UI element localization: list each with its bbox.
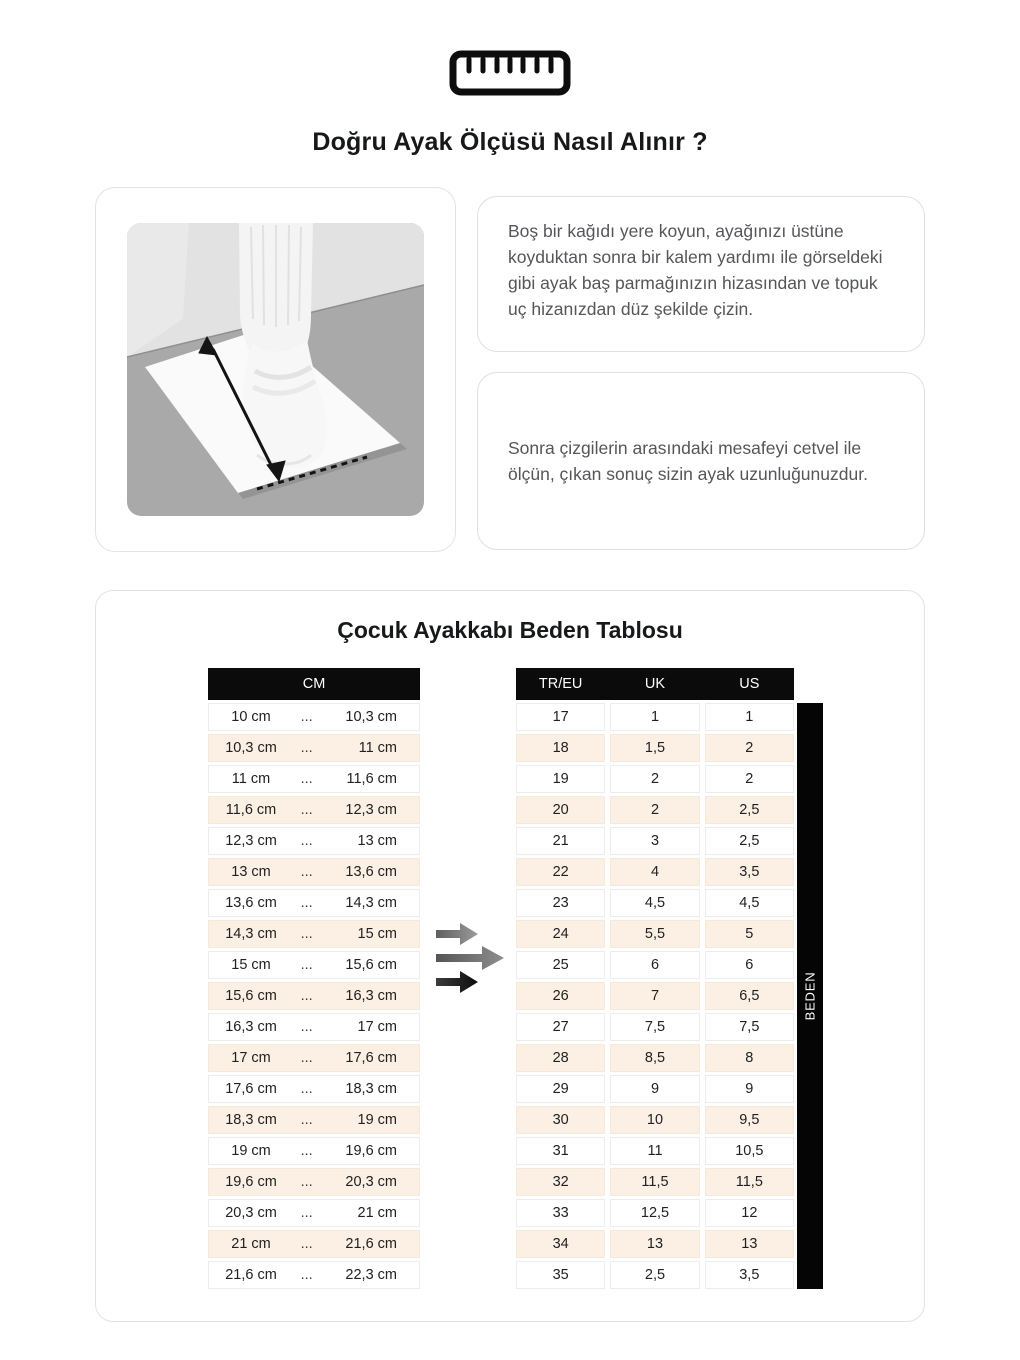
cm-table-row [208,858,420,886]
cm-from: 12,3 cm [225,833,277,849]
size-table-row [516,1230,794,1258]
cm-table-row [208,827,420,855]
instruction-steps [477,196,925,552]
cm-table-header: CM [208,668,420,700]
size-cell-tr-eu: 32 [516,1168,605,1196]
cm-to: 20,3 cm [345,1174,397,1190]
size-cell-uk: 11,5 [610,1168,699,1196]
cm-table-row [208,1168,420,1196]
cm-from: 15 cm [231,957,271,973]
measurement-instructions-section [95,187,925,552]
international-size-table [516,668,794,1292]
size-cell-uk: 1 [610,703,699,731]
cm-from: 13,6 cm [225,895,277,911]
size-table-row [516,1013,794,1041]
header-tr-eu: TR/EU [538,676,583,692]
cm-to: 15,6 cm [345,957,397,973]
cm-separator: ... [300,1205,313,1221]
size-cell-us: 6,5 [705,982,794,1010]
instruction-step-2 [477,372,925,550]
cm-to: 22,3 cm [345,1267,397,1283]
international-size-table-wrap [516,668,823,1292]
size-cell-us: 5 [705,920,794,948]
ruler-icon [0,50,1020,96]
cm-to: 19 cm [357,1112,397,1128]
size-cell-tr-eu: 35 [516,1261,605,1289]
cm-to: 18,3 cm [345,1081,397,1097]
cm-table-row [208,1199,420,1227]
cm-separator: ... [300,709,313,725]
size-cell-us: 9,5 [705,1106,794,1134]
size-table-row [516,982,794,1010]
size-cell-uk: 4,5 [610,889,699,917]
size-cell-uk: 6 [610,951,699,979]
cm-to: 16,3 cm [345,988,397,1004]
size-table-row [516,765,794,793]
size-cell-tr-eu: 23 [516,889,605,917]
cm-separator: ... [300,1174,313,1190]
size-cell-us: 13 [705,1230,794,1258]
size-cell-us: 2,5 [705,827,794,855]
cm-to: 21,6 cm [345,1236,397,1252]
cm-from: 17,6 cm [225,1081,277,1097]
size-cell-tr-eu: 31 [516,1137,605,1165]
cm-to: 17 cm [357,1019,397,1035]
cm-from: 14,3 cm [225,926,277,942]
size-cell-tr-eu: 18 [516,734,605,762]
cm-separator: ... [300,1081,313,1097]
size-table-row [516,703,794,731]
size-table-row [516,889,794,917]
cm-from: 18,3 cm [225,1112,277,1128]
size-cell-tr-eu: 28 [516,1044,605,1072]
size-tables [96,668,924,1292]
size-table-row [516,1168,794,1196]
cm-to: 19,6 cm [345,1143,397,1159]
cm-table-row [208,951,420,979]
size-table-header-row [516,668,794,700]
size-cell-uk: 7 [610,982,699,1010]
cm-to: 13 cm [357,833,397,849]
cm-to: 14,3 cm [345,895,397,911]
size-cell-us: 9 [705,1075,794,1103]
cm-separator: ... [300,802,313,818]
size-cell-uk: 2,5 [610,1261,699,1289]
size-table-row [516,796,794,824]
size-table-row [516,858,794,886]
size-cell-tr-eu: 29 [516,1075,605,1103]
cm-from: 20,3 cm [225,1205,277,1221]
cm-table-row [208,1261,420,1289]
size-cell-uk: 8,5 [610,1044,699,1072]
size-cell-tr-eu: 22 [516,858,605,886]
size-cell-us: 7,5 [705,1013,794,1041]
size-cell-us: 1 [705,703,794,731]
cm-from: 13 cm [231,864,271,880]
cm-separator: ... [300,1143,313,1159]
beden-label: BEDEN [802,971,818,1021]
cm-from: 15,6 cm [225,988,277,1004]
size-table-row [516,951,794,979]
cm-separator: ... [300,1267,313,1283]
size-cell-tr-eu: 27 [516,1013,605,1041]
foot-measurement-photo-card [95,187,456,552]
beden-side-bar [797,703,823,1289]
size-cell-uk: 1,5 [610,734,699,762]
cm-table-row [208,734,420,762]
size-cell-tr-eu: 25 [516,951,605,979]
size-cell-tr-eu: 24 [516,920,605,948]
size-table-row [516,1261,794,1289]
size-cell-uk: 9 [610,1075,699,1103]
cm-table-row [208,703,420,731]
cm-table-row [208,889,420,917]
cm-to: 12,3 cm [345,802,397,818]
size-cell-tr-eu: 20 [516,796,605,824]
cm-table-row [208,796,420,824]
instruction-step-1-text: Boş bir kağıdı yere koyun, ayağınızı üstüne koyduktan sonra bir kalem yardımı ile görseldeki gibi ayak baş parmağınızın hizasından ve topuk uç hizanızdan düz şekilde çizin. [508,221,883,319]
size-cell-uk: 11 [610,1137,699,1165]
page-title: Doğru Ayak Ölçüsü Nasıl Alınır ? [312,128,708,156]
size-cell-tr-eu: 33 [516,1199,605,1227]
cm-from: 21,6 cm [225,1267,277,1283]
cm-separator: ... [300,864,313,880]
size-chart-card [95,590,925,1322]
cm-from: 11,6 cm [225,802,277,818]
size-cell-us: 3,5 [705,1261,794,1289]
size-cell-uk: 4 [610,858,699,886]
cm-to: 21 cm [357,1205,397,1221]
size-cell-uk: 3 [610,827,699,855]
size-cell-tr-eu: 30 [516,1106,605,1134]
cm-to: 13,6 cm [345,864,397,880]
size-cell-uk: 10 [610,1106,699,1134]
cm-table-row [208,982,420,1010]
cm-table-row [208,1044,420,1072]
cm-from: 21 cm [231,1236,271,1252]
cm-separator: ... [300,957,313,973]
size-table-row [516,827,794,855]
size-cell-uk: 7,5 [610,1013,699,1041]
cm-from: 11 cm [231,771,271,787]
cm-to: 15 cm [357,926,397,942]
cm-table-row [208,1230,420,1258]
size-cell-uk: 12,5 [610,1199,699,1227]
cm-separator: ... [300,988,313,1004]
size-table-row [516,1044,794,1072]
cm-separator: ... [300,926,313,942]
size-cell-tr-eu: 26 [516,982,605,1010]
header-uk: UK [644,676,666,692]
cm-separator: ... [300,1019,313,1035]
cm-table-row [208,1137,420,1165]
cm-separator: ... [300,895,313,911]
cm-table-row [208,920,420,948]
cm-from: 17 cm [231,1050,271,1066]
cm-table-row [208,1075,420,1103]
size-table-body [516,703,794,1289]
cm-separator: ... [300,740,313,756]
size-cell-us: 8 [705,1044,794,1072]
size-cell-uk: 13 [610,1230,699,1258]
cm-table-row [208,1013,420,1041]
cm-from: 19,6 cm [225,1174,277,1190]
size-cell-tr-eu: 19 [516,765,605,793]
size-cell-us: 2,5 [705,796,794,824]
size-cell-us: 11,5 [705,1168,794,1196]
cm-table-row [208,1106,420,1134]
size-cell-tr-eu: 34 [516,1230,605,1258]
cm-to: 11 cm [358,740,397,756]
cm-from: 10,3 cm [225,740,277,756]
size-table-row [516,1075,794,1103]
cm-separator: ... [300,1236,313,1252]
cm-separator: ... [300,1050,313,1066]
cm-to: 10,3 cm [345,709,397,725]
size-cell-us: 4,5 [705,889,794,917]
size-cell-us: 6 [705,951,794,979]
size-cell-us: 10,5 [705,1137,794,1165]
size-table-row [516,734,794,762]
conversion-arrows-icon [420,668,516,998]
size-table-row [516,1199,794,1227]
cm-from: 16,3 cm [225,1019,277,1035]
size-cell-uk: 2 [610,765,699,793]
cm-from: 10 cm [231,709,271,725]
instruction-step-1 [477,196,925,352]
size-cell-us: 2 [705,734,794,762]
cm-separator: ... [300,833,313,849]
size-cell-us: 3,5 [705,858,794,886]
size-table-row [516,1137,794,1165]
instruction-step-2-text: Sonra çizgilerin arasındaki mesafeyi cetvel ile ölçün, çıkan sonuç sizin ayak uzunluğunuzdur. [508,438,868,484]
cm-table-body [208,703,420,1289]
cm-table-row [208,765,420,793]
size-table-row [516,1106,794,1134]
size-table-row [516,920,794,948]
size-cell-uk: 5,5 [610,920,699,948]
size-cell-tr-eu: 21 [516,827,605,855]
header-us: US [739,676,760,692]
size-cell-tr-eu: 17 [516,703,605,731]
cm-to: 17,6 cm [345,1050,397,1066]
cm-separator: ... [300,771,313,787]
size-cell-uk: 2 [610,796,699,824]
cm-to: 11,6 cm [346,771,397,787]
cm-table [208,668,420,1292]
size-cell-us: 2 [705,765,794,793]
size-chart-title: Çocuk Ayakkabı Beden Tablosu [337,617,683,643]
foot-measurement-photo [127,223,424,516]
cm-from: 19 cm [231,1143,271,1159]
cm-separator: ... [300,1112,313,1128]
size-cell-us: 12 [705,1199,794,1227]
